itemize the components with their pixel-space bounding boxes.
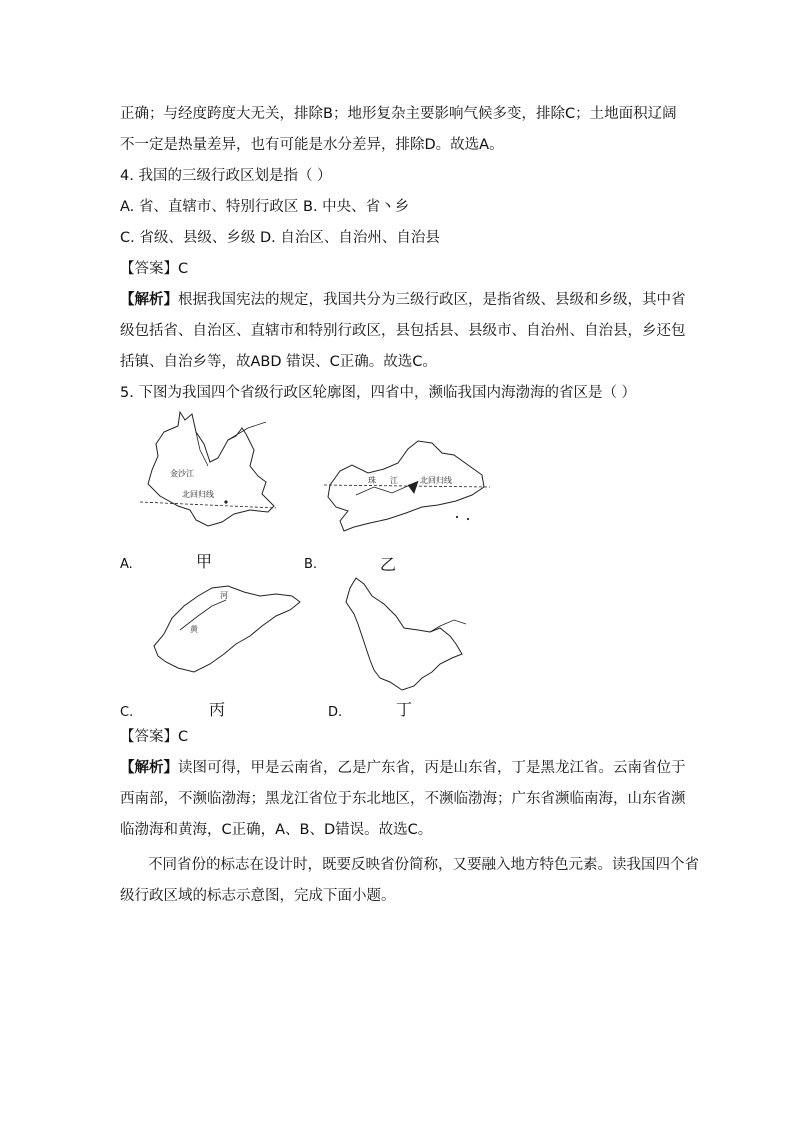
text-line-2: 不一定是热量差异，也有可能是水分差异，排除D。故选A。: [120, 137, 504, 153]
label-tropic-of-cancer-1: 北回归线: [182, 490, 214, 499]
question-4-answer: 【答案】C: [120, 261, 189, 277]
map-yi-guangdong: [322, 435, 492, 535]
question-4-analysis-2: 级包括省、自治区、直辖市和特别行政区，县包括县、县级市、自治州、自治县，乡还包: [120, 323, 686, 339]
caption-yi: 乙: [380, 555, 397, 574]
option-d-label: D.: [328, 705, 343, 720]
question-4-stem: 4. 我国的三级行政区划是指（ ）: [120, 168, 332, 184]
option-b-label: B.: [304, 557, 318, 572]
caption-ding: 丁: [396, 700, 413, 719]
analysis-label: 【解析】: [120, 760, 178, 776]
map-ding-heilongjiang: [344, 574, 474, 692]
label-tropic-of-cancer-2: 北回归线: [420, 476, 452, 485]
intro-paragraph-2: 级行政区域的标志示意图，完成下面小题。: [120, 888, 396, 904]
map-bing-shandong: [150, 580, 305, 680]
label-zhu: 珠: [368, 476, 376, 485]
question-5-stem: 5. 下图为我国四个省级行政区轮廓图，四省中，濒临我国内海渤海的省区是（ ）: [120, 385, 637, 401]
question-5-analysis-2: 西南部，不濒临渤海；黑龙江省位于东北地区，不濒临渤海；广东省濒临南海，山东省濒: [120, 791, 686, 807]
label-jiang: 江: [390, 476, 398, 485]
question-4-options-cd: C. 省级、县级、乡级 D. 自治区、自治州、自治县: [120, 230, 440, 246]
caption-jia: 甲: [196, 552, 213, 571]
label-jinsha-river: 金沙江: [170, 469, 194, 478]
map-jia-yunnan: [138, 410, 278, 545]
analysis-label: 【解析】: [120, 292, 178, 308]
text-line-1: 正确；与经度跨度大无关，排除B；地形复杂主要影响气候多变，排除C；土地面积辽阔: [120, 106, 677, 122]
question-5-analysis-3: 临渤海和黄海，C正确，A、B、D错误。故选C。: [120, 822, 433, 838]
question-4-options-ab: A. 省、直辖市、特别行政区 B. 中央、省丶乡: [120, 199, 410, 215]
question-5-analysis-1: 【解析】读图可得，甲是云南省，乙是广东省，丙是山东省，丁是黑龙江省。云南省位于: [120, 760, 686, 776]
question-4-analysis-1: 【解析】根据我国宪法的规定，我国共分为三级行政区，是指省级、县级和乡级，其中省: [120, 292, 686, 308]
option-a-label: A.: [120, 557, 133, 572]
caption-bing: 丙: [209, 700, 226, 719]
question-5-answer: 【答案】C: [120, 729, 189, 745]
question-4-analysis-3: 括镇、自治乡等，故ABD 错误、C正确。故选C。: [120, 354, 437, 370]
label-huang: 黄: [190, 625, 198, 634]
label-he: 河: [220, 591, 228, 600]
intro-paragraph-1: 不同省份的标志在设计时，既要反映省份简称，又要融入地方特色元素。读我国四个省: [148, 857, 699, 873]
option-c-label: C.: [120, 705, 134, 720]
